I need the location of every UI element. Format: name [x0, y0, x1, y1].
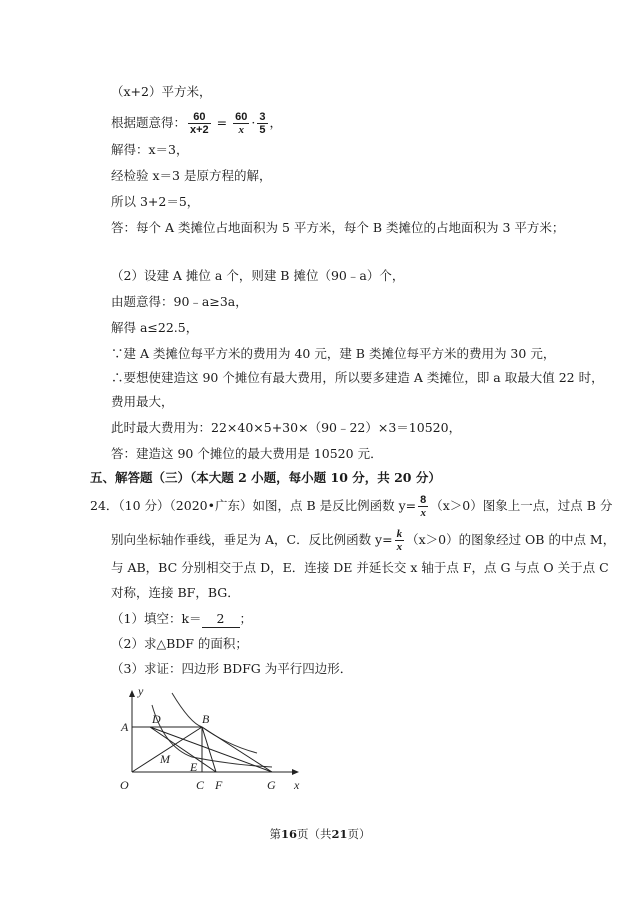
- equals-sign: =: [216, 115, 228, 130]
- fraction-60-over-x-plus-2: [188, 111, 211, 136]
- fraction-8-over-x: [418, 494, 428, 519]
- label-M: M: [160, 752, 170, 766]
- question-line: [90, 493, 612, 519]
- question-text: （x＞0）图象上一点，过点 B 分: [430, 498, 613, 513]
- label-A: A: [121, 720, 129, 734]
- footer-text: 页（共: [297, 827, 332, 841]
- fraction-denominator: x+2: [190, 124, 209, 136]
- label-E: E: [190, 760, 198, 774]
- label-G: G: [267, 778, 276, 792]
- x-axis-arrow: [292, 769, 299, 775]
- solution-line: 此时最大费用为：22×40×5+30×（90﹣22）×3＝10520，: [111, 420, 462, 435]
- solution-line: ∴要想使建造这 90 个摊位有最大费用，所以要多建造 A 类摊位，即 a 取最大值 22 时，: [111, 370, 604, 385]
- fraction-denominator: 5: [259, 124, 266, 136]
- equation-line: [111, 110, 282, 136]
- subquestion-2: （2）求△BDF 的面积；: [111, 636, 248, 651]
- solution-line: ∵建 A 类摊位每平方米的费用为 40 元，建 B 类摊位每平方米的费用为 30 元，: [111, 346, 556, 361]
- answer-blank: 2: [202, 611, 240, 628]
- label-F: F: [215, 778, 223, 792]
- answer-line: 答：建造这 90 个摊位的最大费用是 10520 元．: [111, 446, 383, 461]
- fraction-denominator: x: [420, 507, 426, 519]
- solution-line: 由题意得：90﹣a≥3a，: [111, 294, 248, 309]
- fraction-numerator: 60: [188, 111, 211, 124]
- solution-line: （2）设建 A 摊位 a 个，则建 B 摊位（90﹣a）个，: [111, 268, 405, 283]
- fraction-k-over-x: [395, 528, 405, 553]
- solution-line: 解得：x＝3，: [111, 142, 189, 157]
- fraction-numerator: k: [396, 528, 403, 540]
- question-text: 24．（10 分）（2020•广东）如图，点 B 是反比例函数 y=: [90, 498, 417, 513]
- question-line: 与 AB，BC 分别相交于点 D，E．连接 DE 并延长交 x 轴于点 F，点 G 与点 O 关于点 C: [111, 560, 609, 575]
- question-line: 对称，连接 BF，BG．: [111, 585, 240, 600]
- question-line: [111, 527, 615, 553]
- footer-text: 页）: [347, 827, 371, 841]
- section-heading: 五、解答题（三）（本大题 2 小题，每小题 10 分，共 20 分）: [90, 470, 441, 485]
- solution-line: 经检验 x＝3 是原方程的解，: [111, 168, 272, 183]
- page-footer: [0, 826, 640, 842]
- answer-line: 答：每个 A 类摊位占地面积为 5 平方米，每个 B 类摊位的占地面积为 3 平方米；: [111, 220, 565, 235]
- equation-prefix: 根据题意得：: [111, 115, 187, 130]
- solution-line: 解得 a≤22.5，: [111, 320, 199, 335]
- hyperbola-8-over-x: [172, 693, 257, 753]
- geometry-figure: [112, 685, 312, 800]
- solution-line: （x+2）平方米，: [111, 84, 212, 99]
- label-C: C: [196, 778, 205, 792]
- fraction-numerator: 3: [259, 111, 266, 123]
- label-B: B: [202, 712, 210, 726]
- y-axis-arrow: [129, 690, 135, 697]
- label-O: O: [120, 778, 129, 792]
- label-D: D: [152, 712, 161, 726]
- equation-suffix: ，: [269, 115, 283, 130]
- question-text: 别向坐标轴作垂线，垂足为 A，C．反比例函数 y=: [111, 532, 393, 547]
- label-x: x: [294, 778, 300, 792]
- current-page-number: 16: [280, 827, 297, 841]
- fraction-numerator: 8: [420, 494, 427, 506]
- segment-BF: [202, 727, 216, 772]
- fraction-denominator: x: [238, 124, 245, 136]
- subquestion-text: ；: [239, 611, 253, 626]
- solution-line: 所以 3+2＝5，: [111, 194, 200, 209]
- fraction-denominator: x: [396, 541, 403, 553]
- subquestion-3: （3）求证：四边形 BDFG 为平行四边形．: [111, 661, 353, 676]
- fraction-numerator: 60: [235, 111, 248, 123]
- multiply-dot: ·: [251, 115, 256, 130]
- subquestion-1: [111, 611, 252, 628]
- fraction-3-over-5: [257, 111, 267, 136]
- question-text: （x＞0）的图象经过 OB 的中点 M，: [406, 532, 616, 547]
- subquestion-text: （1）填空：k＝: [111, 611, 202, 626]
- segment-BG: [202, 727, 272, 772]
- footer-text: 第: [269, 827, 281, 841]
- solution-line: 费用最大，: [111, 394, 174, 409]
- fraction-60-over-x: [233, 111, 249, 136]
- label-y: y: [138, 685, 144, 698]
- total-page-number: 21: [331, 827, 348, 841]
